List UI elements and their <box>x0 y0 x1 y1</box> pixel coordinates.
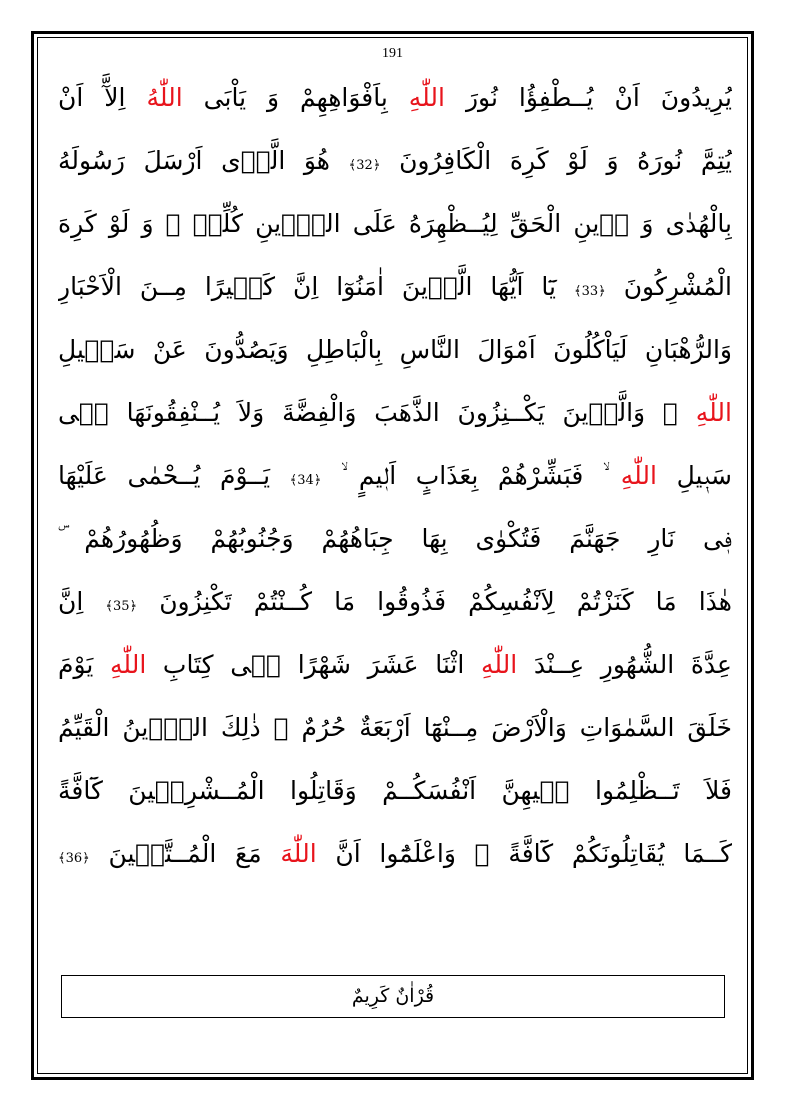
verse-text: اثْنَا عَشَرَ شَهْرًا فٖى كِتَابِ <box>146 650 481 679</box>
divine-name: اللّٰهِ <box>408 83 445 112</box>
divine-name: اللّٰهُ <box>146 83 183 112</box>
text-line <box>58 129 732 192</box>
verse-text: يَــوْمَ يُــحْمٰى عَلَيْهَا <box>58 461 290 490</box>
verse-text: فَلاَ تَــظْلِمُوا فٖيهِنَّ اَنْفُسَكُــمْ وَقَاتِلُوا الْمُــشْرِكٖينَ كَٓافَّةً <box>58 776 732 805</box>
verse-text: مَعَ الْمُــتَّقٖينَ <box>89 839 281 868</box>
text-line <box>58 255 732 318</box>
verse-text: سَبٖيلِ <box>657 461 732 490</box>
verse-text: يُرِيدُونَ اَنْ يُــطْفِؤُا نُورَ <box>445 83 732 112</box>
text-line <box>58 381 732 444</box>
verse-text: خَلَقَ السَّمٰوَاتِ وَالْاَرْضَ مِــنْهَٓا اَرْبَعَةٌ حُرُمٌ ۜ ذٰلِكَ الدّٖينُ الْقَيِّمُ <box>58 713 732 742</box>
text-line <box>58 192 732 255</box>
verse-text: هُوَ الَّذٖى اَرْسَلَ رَسُولَهُ <box>58 146 349 175</box>
text-line <box>58 759 732 822</box>
divine-name: اللّٰهِ <box>480 650 518 679</box>
verse-text: هٰذَا مَا كَنَزْتُمْ لِاَنْفُسِكُمْ فَذُوقُوا مَا كُــنْتُمْ تَكْنِزُونَ <box>137 587 732 616</box>
ayah-number: ﴿33﴾ <box>573 284 606 299</box>
verse-text: بِاَفْوَاهِهِمْ وَ يَاْبَى <box>182 83 409 112</box>
page-number: 191 <box>382 46 403 61</box>
footer-title-box <box>61 975 725 1018</box>
verse-text: فٖى نَارِ جَهَنَّمَ فَتُكْوٰى بِهَا جِبَاهُهُمْ وَجُنُوبُهُمْ وَظُهُورُهُمْ ۜ <box>58 524 732 553</box>
footer-title: قُرْاٰنٌ كَرِيمٌ <box>351 985 435 1007</box>
text-line <box>58 66 732 129</box>
verse-text: الْمُشْرِكُونَ <box>605 272 732 301</box>
quran-text-block <box>58 66 732 885</box>
text-line <box>58 444 732 507</box>
divine-name: اللّٰهِ <box>695 398 732 427</box>
text-line <box>58 696 732 759</box>
divine-name: اللّٰهِ <box>110 650 147 679</box>
verse-text: يُتِمَّ نُورَهُ وَ لَوْ كَرِهَ الْكَافِرُونَ <box>380 146 732 175</box>
verse-text: اِلآَّ اَنْ <box>58 83 147 112</box>
verse-text: كَــمَا يُقَاتِلُونَكُمْ كَٓافَّةً ۜ وَاعْلَمُٓوا اَنَّ <box>316 839 732 868</box>
ayah-number: ﴿36﴾ <box>58 851 90 866</box>
text-line <box>58 507 732 570</box>
verse-text: يَوْمَ <box>58 650 111 679</box>
verse-text: اِنَّ <box>58 587 106 616</box>
verse-text: ۙ فَبَشِّرْهُمْ بِعَذَابٍ اَلٖيمٍ ۙ <box>321 461 621 490</box>
ayah-number: ﴿34﴾ <box>289 473 322 488</box>
verse-text: بِالْهُدٰى وَ دٖينِ الْحَقِّ لِيُــظْهِرَهُ عَلَى الدّٖينِ كُلِّهٖ ۙ وَ لَوْ كَرِهَ <box>58 209 732 238</box>
ayah-number: ﴿35﴾ <box>105 599 138 614</box>
verse-text: يَٓا اَيُّهَا الَّذٖينَ اٰمَنُوٓا اِنَّ كَثٖيرًا مِــنَ الْاَحْبَارِ <box>58 272 574 301</box>
divine-name: اللّٰهِ <box>620 461 657 490</box>
divine-name: اللّٰهَ <box>280 839 317 868</box>
text-line <box>58 633 732 696</box>
verse-text: عِدَّةَ الشُّهُورِ عِــنْدَ <box>517 650 732 679</box>
ayah-number: ﴿32﴾ <box>348 158 381 173</box>
text-line <box>58 318 732 381</box>
verse-text: ۜ وَالَّذٖينَ يَكْــنِزُونَ الذَّهَبَ وَالْفِضَّةَ وَلاَ يُــنْفِقُونَهَا فٖى <box>58 398 696 427</box>
text-line <box>58 570 732 633</box>
text-line <box>58 822 732 885</box>
verse-text: وَالرُّهْبَانِ لَيَاْكُلُونَ اَمْوَالَ النَّاسِ بِالْبَاطِلِ وَيَصُدُّونَ عَنْ سَبٖيلِ <box>58 335 732 364</box>
